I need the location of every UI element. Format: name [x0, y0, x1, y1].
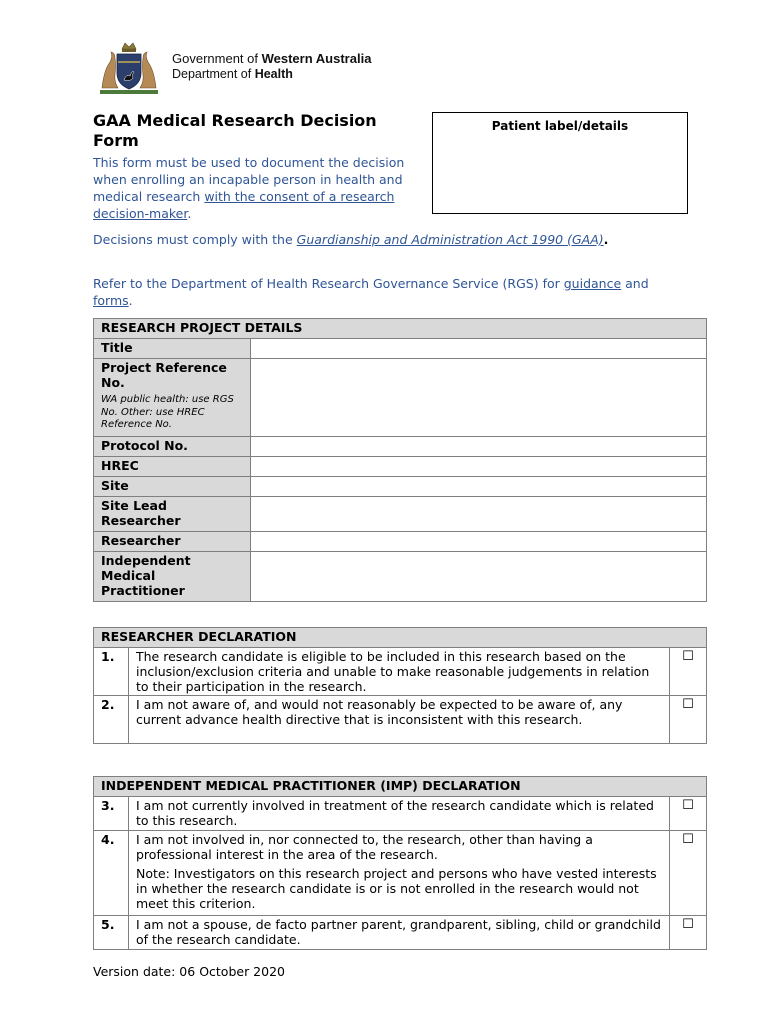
- patient-label-box: [432, 112, 688, 214]
- declaration-checkbox[interactable]: ☐: [670, 648, 707, 696]
- declaration-row: [94, 696, 707, 744]
- wa-government-crest-logo: [96, 40, 162, 96]
- imp-label: Independent Medical Practitioner: [94, 552, 251, 602]
- site-lead-researcher-field[interactable]: [251, 497, 707, 532]
- declaration-row: [94, 648, 707, 696]
- refer-paragraph: Refer to the Department of Health Research Governance Service (RGS) for guidance and forms.: [93, 276, 649, 308]
- project-details-table: [93, 318, 707, 602]
- site-field[interactable]: [251, 477, 707, 497]
- form-title: GAA Medical Research Decision Form: [93, 111, 377, 150]
- forms-link[interactable]: forms: [93, 293, 129, 308]
- hrec-field[interactable]: [251, 457, 707, 477]
- declaration-row: [94, 916, 707, 950]
- declaration-text: I am not a spouse, de facto partner parent, grandparent, sibling, child or grandchild of the research candidate.: [129, 916, 670, 950]
- declaration-checkbox[interactable]: ☐: [670, 831, 707, 916]
- site-lead-researcher-label: Site Lead Researcher: [94, 497, 251, 532]
- version-date: Version date: 06 October 2020: [93, 964, 285, 979]
- researcher-declaration-heading: RESEARCHER DECLARATION: [94, 628, 707, 648]
- consent-decision-maker-link[interactable]: with the consent of a research decision-maker: [93, 189, 395, 221]
- imp-declaration-table: [93, 776, 707, 950]
- hrec-label: HREC: [94, 457, 251, 477]
- title-label: Title: [94, 339, 251, 359]
- declaration-statement: I am not involved in, nor connected to, the research, other than having a professional interest in the area of the research.: [136, 832, 593, 862]
- patient-label-heading: Patient label/details: [491, 119, 629, 133]
- declaration-text: The research candidate is eligible to be included in this research based on the inclusion/exclusion criteria and unable to make reasonable judgements in relation to their participation in the research.: [129, 648, 670, 696]
- title-field[interactable]: [251, 339, 707, 359]
- department-name: Department of Health: [172, 67, 293, 81]
- researcher-field[interactable]: [251, 532, 707, 552]
- imp-field[interactable]: [251, 552, 707, 602]
- government-name: Government of Western Australia: [172, 51, 372, 66]
- gaa-act-link[interactable]: Guardianship and Administration Act 1990 (GAA): [296, 232, 604, 247]
- declaration-row: [94, 831, 707, 916]
- declaration-checkbox[interactable]: ☐: [670, 797, 707, 831]
- item-number: 1.: [94, 648, 129, 696]
- item-number: 3.: [94, 797, 129, 831]
- imp-declaration-heading: INDEPENDENT MEDICAL PRACTITIONER (IMP) DECLARATION: [94, 777, 707, 797]
- declaration-row: [94, 797, 707, 831]
- declaration-note: Note: Investigators on this research project and persons who have vested interests in whether the research candidate is or is not enrolled in the research would not meet this criterion.: [136, 866, 657, 911]
- guidance-link[interactable]: guidance: [563, 276, 622, 291]
- intro-paragraph: This form must be used to document the decision when enrolling an incapable person in health and medical research with the consent of a research decision-maker.: [93, 155, 405, 221]
- comply-paragraph: Decisions must comply with the Guardianship and Administration Act 1990 (GAA).: [93, 232, 609, 247]
- protocol-no-field[interactable]: [251, 437, 707, 457]
- declaration-checkbox[interactable]: ☐: [670, 696, 707, 744]
- project-reference-note: WA public health: use RGS No. Other: use HREC Reference No.: [101, 394, 234, 430]
- project-details-heading: RESEARCH PROJECT DETAILS: [94, 319, 707, 339]
- item-number: 4.: [94, 831, 129, 916]
- declaration-text: I am not aware of, and would not reasonably be expected to be aware of, any current advance health directive that is inconsistent with this research.: [129, 696, 670, 744]
- researcher-declaration-table: [93, 627, 707, 744]
- declaration-text: [129, 831, 670, 916]
- researcher-label: Researcher: [94, 532, 251, 552]
- project-reference-field[interactable]: [251, 359, 707, 437]
- site-label: Site: [94, 477, 251, 497]
- item-number: 5.: [94, 916, 129, 950]
- protocol-no-label: Protocol No.: [94, 437, 251, 457]
- declaration-text: I am not currently involved in treatment of the research candidate which is related to this research.: [129, 797, 670, 831]
- project-reference-label: Project Reference No. WA public health: use RGS No. Other: use HREC Reference No.: [94, 359, 251, 437]
- declaration-checkbox[interactable]: ☐: [670, 916, 707, 950]
- item-number: 2.: [94, 696, 129, 744]
